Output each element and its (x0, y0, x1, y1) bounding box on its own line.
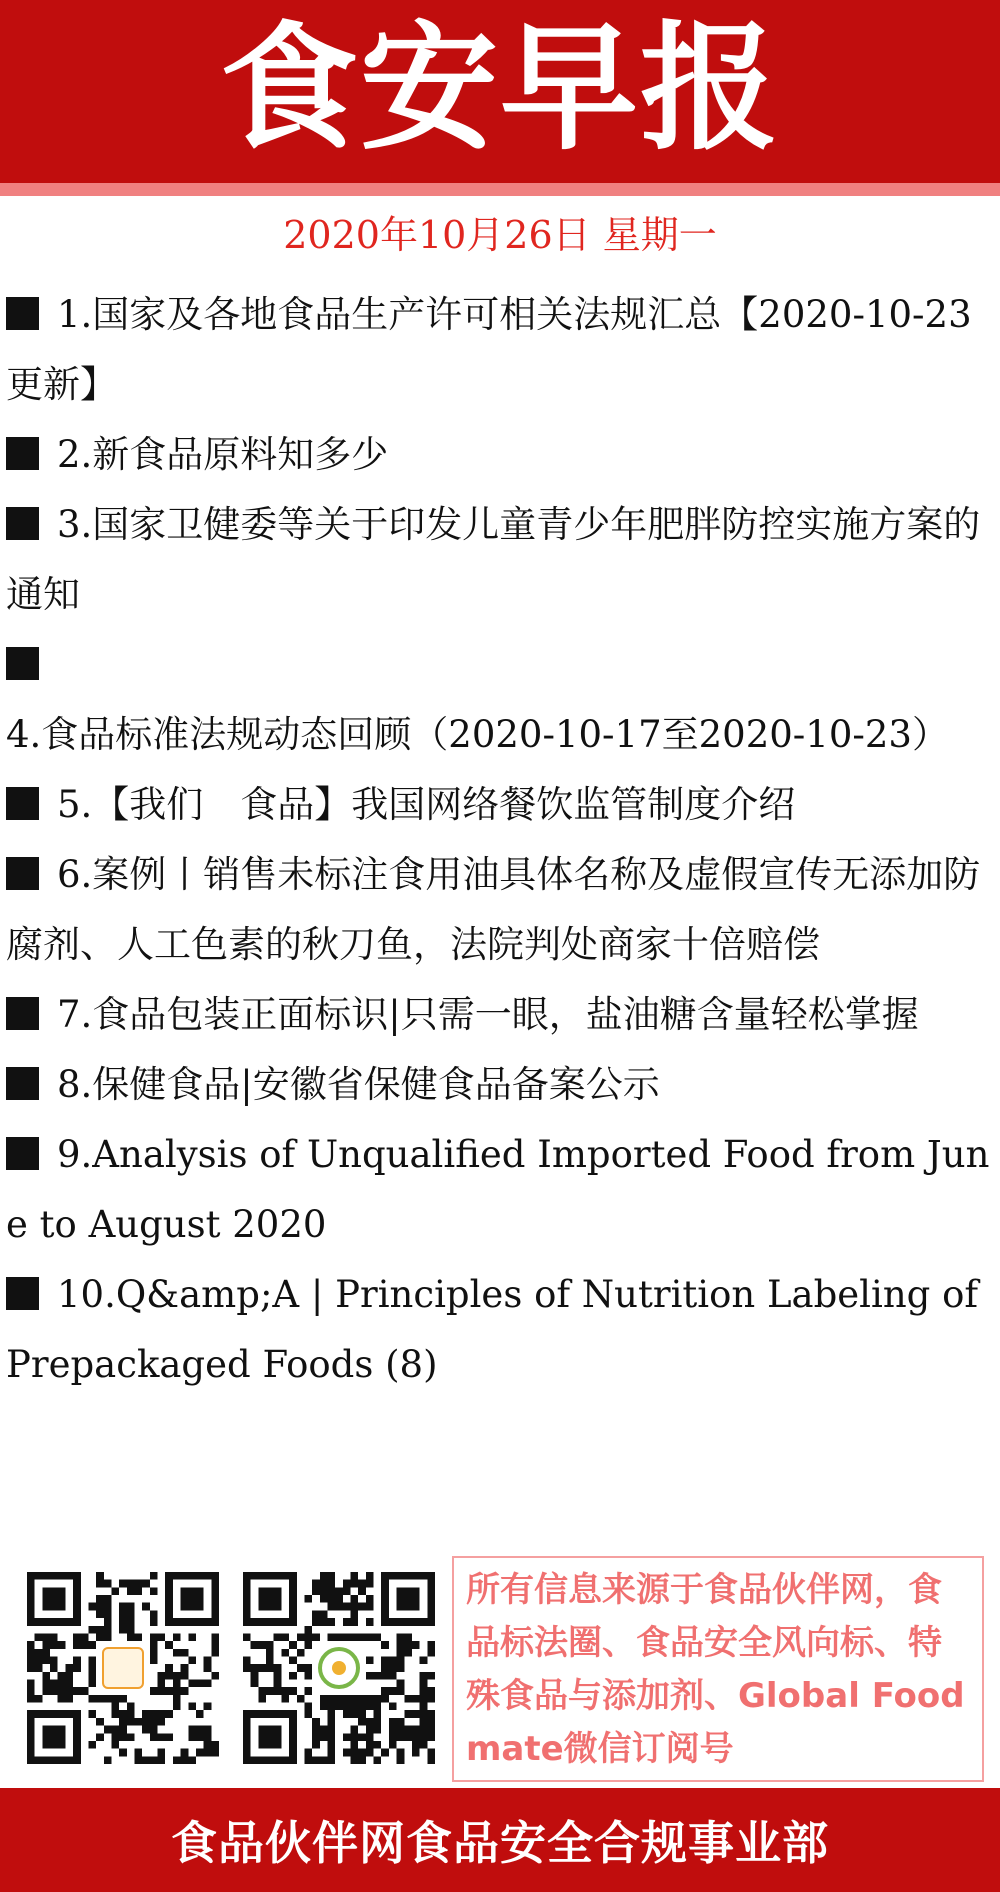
list-item-text: 5.【我们 食品】我国网络餐饮监管制度介绍 (57, 783, 796, 826)
list-item[interactable] (6, 840, 996, 980)
footer-text: 食品伙伴网食品安全合规事业部 (171, 1816, 829, 1870)
qr-code-2 (243, 1572, 435, 1764)
date-line: 2020年10月26日 星期一 (283, 213, 717, 257)
list-item-text: 3.国家卫健委等关于印发儿童青少年肥胖防控实施方案的通知 (6, 503, 981, 616)
list-item-text: 2.新食品原料知多少 (57, 433, 389, 476)
square-bullet-icon (6, 437, 39, 470)
square-bullet-icon (6, 647, 39, 680)
list-item[interactable] (6, 1260, 996, 1400)
list-item-text: 4.食品标准法规动态回顾（2020-10-17至2020-10-23） (6, 713, 949, 756)
list-item[interactable] (6, 280, 996, 420)
list-item[interactable] (6, 630, 996, 770)
source-info-text: 所有信息来源于食品伙伴网，食品标法圈、食品安全风向标、特殊食品与添加剂、Global Foodmate微信订阅号 (466, 1570, 965, 1769)
square-bullet-icon (6, 857, 39, 890)
list-item-text: 9.Analysis of Unqualified Imported Food from June to August 2020 (6, 1133, 990, 1246)
header-banner (0, 0, 1000, 183)
square-bullet-icon (6, 297, 39, 330)
list-item-text: 10.Q&amp;A | Principles of Nutrition Labeling of Prepackaged Foods (8) (6, 1273, 979, 1386)
list-item[interactable] (6, 1120, 996, 1260)
list-item-text: 6.案例丨销售未标注食用油具体名称及虚假宣传无添加防腐剂、人工色素的秋刀鱼，法院判处商家十倍赔偿 (6, 853, 981, 966)
square-bullet-icon (6, 997, 39, 1030)
list-item-text: 1.国家及各地食品生产许可相关法规汇总【2020-10-23更新】 (6, 293, 972, 406)
qr-code-1 (27, 1572, 219, 1764)
list-item[interactable] (6, 1050, 996, 1120)
food-safety-wind-logo (314, 1643, 364, 1693)
square-bullet-icon (6, 1067, 39, 1100)
news-list (6, 280, 996, 1400)
header-stripe (0, 183, 1000, 196)
list-item-text: 8.保健食品|安徽省保健食品备案公示 (57, 1063, 660, 1106)
square-bullet-icon (6, 1137, 39, 1170)
square-bullet-icon (6, 1277, 39, 1310)
list-item[interactable] (6, 770, 996, 840)
footer-banner (0, 1788, 1000, 1892)
list-item[interactable] (6, 420, 996, 490)
square-bullet-icon (6, 787, 39, 820)
list-item[interactable] (6, 980, 996, 1050)
square-bullet-icon (6, 507, 39, 540)
page-title: 食安早报 (219, 7, 780, 169)
source-info-box (452, 1556, 984, 1782)
list-item-text: 7.食品包装正面标识|只需一眼，盐油糖含量轻松掌握 (57, 993, 919, 1036)
list-item[interactable] (6, 490, 996, 630)
food-label-circle-logo (98, 1643, 148, 1693)
